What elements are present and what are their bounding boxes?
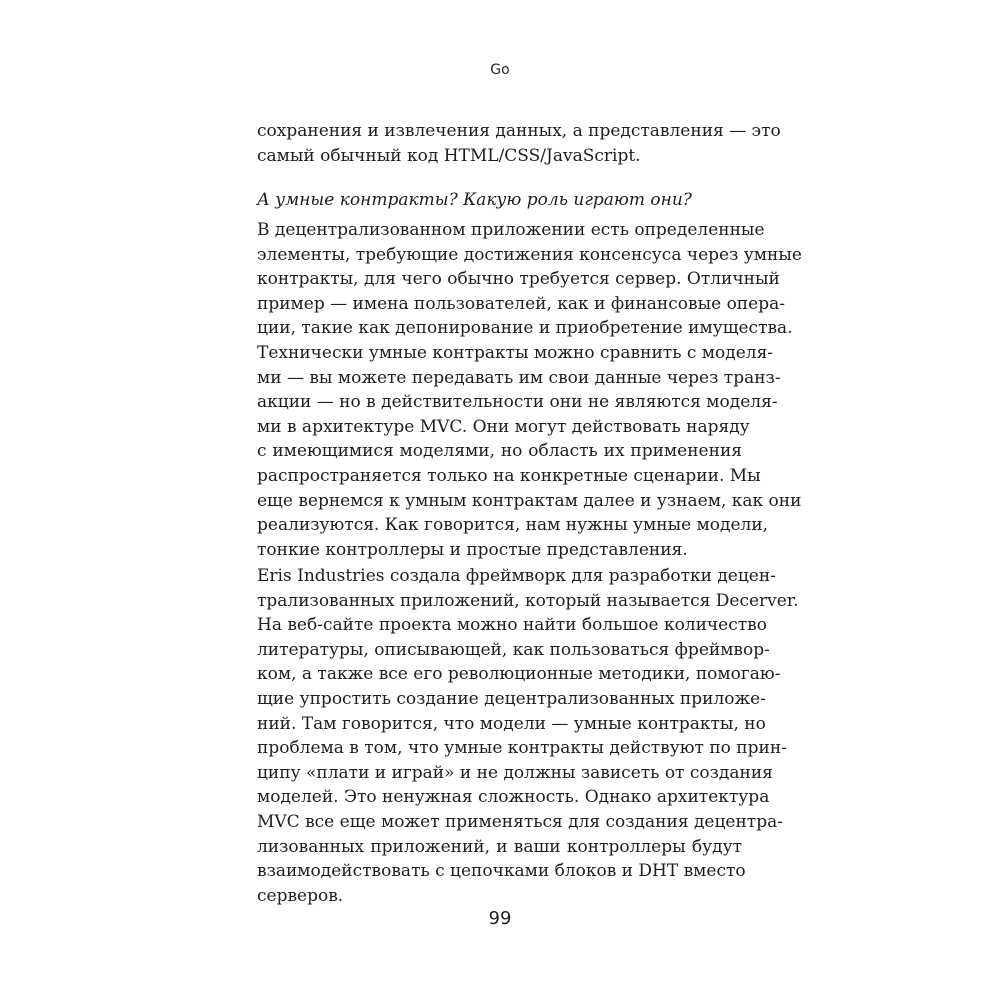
paragraph-line: самый обычный код HTML/CSS/JavaScript.	[257, 145, 641, 166]
paragraph-line: ний. Там говорится, что модели — умные контракты, но	[257, 713, 766, 734]
paragraph-line: ми в архитектуре MVC. Они могут действовать наряду	[257, 416, 750, 437]
paragraph-line: трализованных приложений, который называется Decerver.	[257, 590, 799, 611]
paragraph-line: ком, а также все его революционные методики, помогаю-	[257, 664, 781, 685]
paragraph-line: распространяется только на конкретные сценарии. Мы	[257, 465, 761, 486]
paragraph-line: щие упростить создание децентрализованных приложе-	[257, 688, 766, 709]
paragraph-line: реализуются. Как говорится, нам нужны умные модели,	[257, 515, 769, 536]
italic-question-heading: А умные контракты? Какую роль играют они?	[257, 190, 692, 210]
paragraph-line: ции, такие как депонирование и приобретение имущества.	[257, 318, 793, 339]
paragraph-line: акции — но в действительности они не являются моделя-	[257, 392, 778, 413]
paragraph-line: с имеющимися моделями, но область их применения	[257, 441, 742, 462]
paragraph-line: литературы, описывающей, как пользоваться фреймвор-	[257, 639, 770, 660]
paragraph-line: еще вернемся к умным контрактам далее и узнаем, как они	[257, 490, 802, 511]
running-header: Go	[490, 62, 510, 78]
paragraph-line: тонкие контроллеры и простые представления.	[257, 539, 688, 560]
paragraph-line: лизованных приложений, и ваши контроллеры будут	[257, 836, 742, 857]
paragraph-line: ципу «плати и играй» и не должны зависеть от создания	[257, 762, 773, 783]
paragraph-line: ми — вы можете передавать им свои данные через транз-	[257, 367, 781, 388]
paragraph-line: пример — имена пользователей, как и финансовые опера-	[257, 293, 785, 314]
paragraph-line: Технически умные контракты можно сравнить с моделя-	[257, 342, 774, 363]
paragraph-smart-contracts	[257, 218, 802, 562]
paragraph-line: взаимодействовать с цепочками блоков и DHT вместо	[257, 861, 746, 882]
paragraph-line: MVC все еще может применяться для создания децентра-	[257, 811, 783, 832]
paragraph-eris-industries	[257, 564, 799, 908]
page-number: 99	[488, 908, 512, 929]
paragraph-intro-continued	[257, 119, 781, 168]
paragraph-line: серверов.	[257, 885, 344, 906]
paragraph-line: элементы, требующие достижения консенсуса через умные	[257, 244, 802, 265]
paragraph-line: Eris Industries создала фреймворк для разработки децен-	[257, 566, 776, 586]
paragraph-line: контракты, для чего обычно требуется сервер. Отличный	[257, 269, 780, 290]
paragraph-line: моделей. Это ненужная сложность. Однако архитектура	[257, 787, 770, 808]
paragraph-line: На веб-сайте проекта можно найти большое количество	[257, 615, 767, 636]
paragraph-line: проблема в том, что умные контракты действуют по прин-	[257, 738, 787, 759]
paragraph-line: В децентрализованном приложении есть определенные	[257, 220, 765, 240]
paragraph-line: сохранения и извлечения данных, а представления — это	[257, 121, 781, 141]
